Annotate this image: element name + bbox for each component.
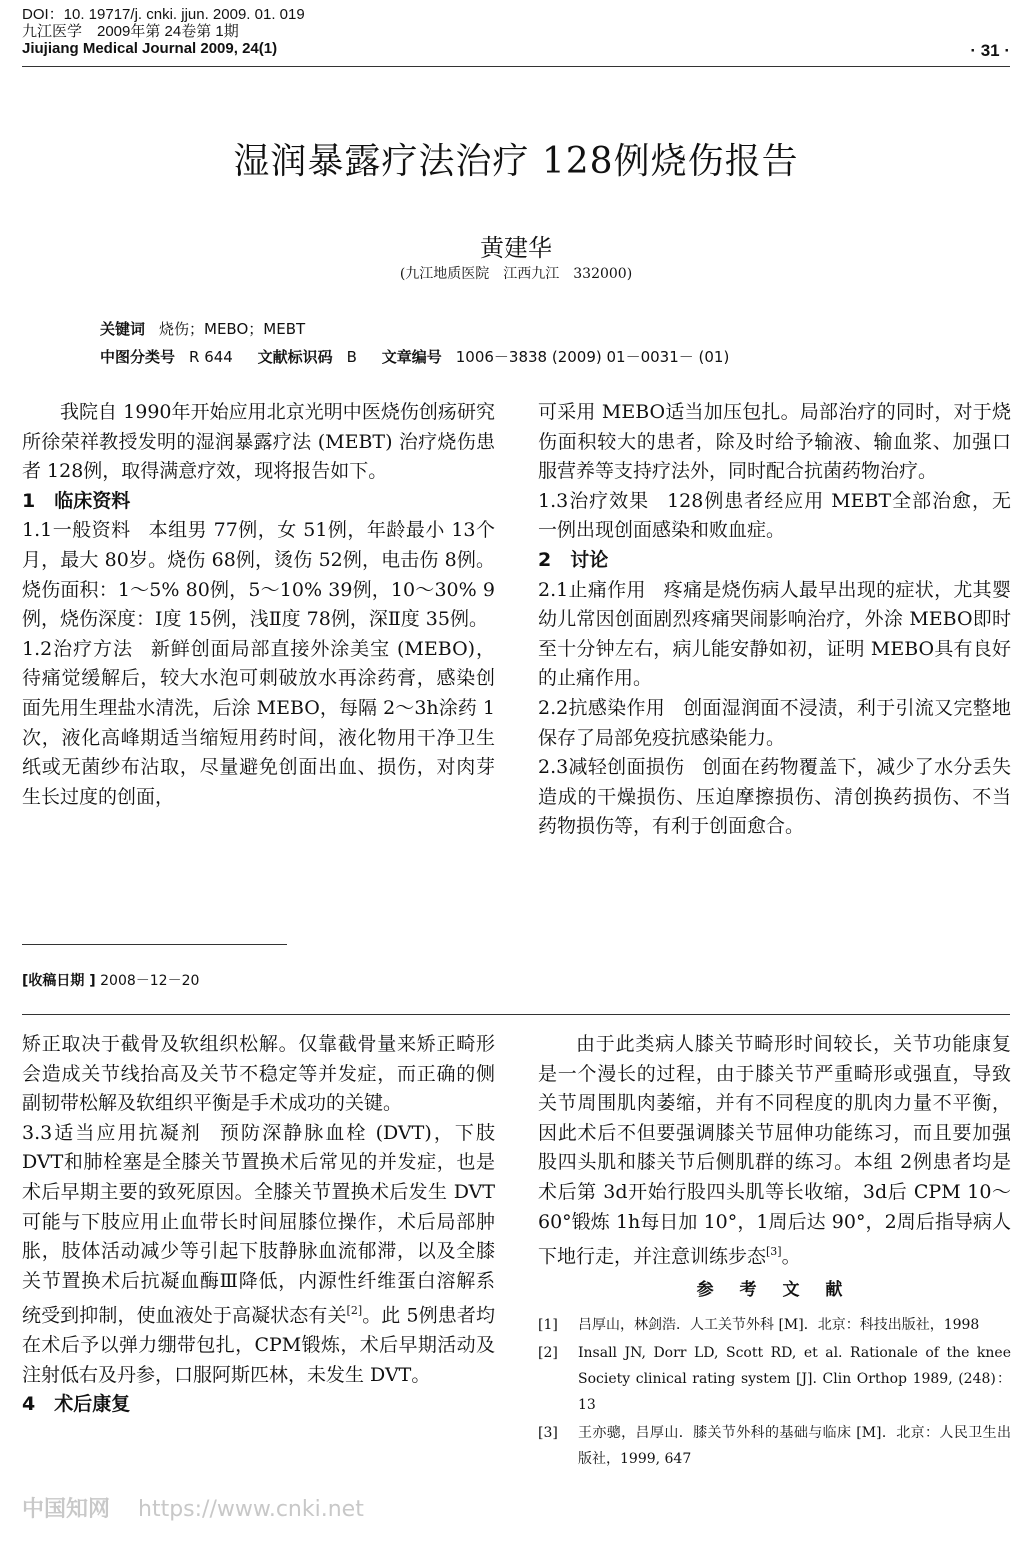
section-2-1 [538,576,1011,694]
reference-text: Insall JN, Dorr LD, Scott RD, et al. Rationale of the knee Society clinical rating system [J]. Clin Orthop 1989, (248)：13 [578,1344,1011,1413]
section-1-2-text: 新鲜创面局部直接外涂美宝 (MEBO)，待痛觉缓解后，较大水泡可刺破放水再涂药膏，感染创面先用生理盐水清洗，后涂 MEBO，每隔 2～3h涂药 1次，液化高峰期适当缩短用药时间，液化物用干净卫生纸或无菌纱布沾取，尽量避免创面出血、损伤，对肉芽生长过度的创面， [22,637,495,808]
section-3-3-text-b: 。此 5例患者均在术后予以弹力绷带包扎，CPM锻炼，术后早期活动及注射低右及丹参，口服阿斯匹林，未发生 DVT。 [22,1304,495,1386]
keywords-label: 关键词 [100,320,146,338]
section-1-2-label: 1.2治疗方法 [22,637,133,660]
journal-en: Jiujiang Medical Journal 2009, 24(1) [22,40,278,57]
article-title: 湿润暴露疗法治疗 128例烧伤报告 [233,141,799,182]
watermark-logo: 中国知网 [22,1497,111,1522]
received-label: [收稿日期 ] [22,973,96,989]
reference-text: 吕厚山，林剑浩．人工关节外科 [M]．北京：科技出版社，1998 [578,1316,980,1333]
citation-3: [3] [766,1245,782,1259]
rehab-paragraph [538,1030,1011,1272]
lower-right-column [538,1030,1011,1474]
section-2-1-text: 疼痛是烧伤病人最早出现的症状，尤其婴幼儿常因创面剧烈疼痛哭闹影响治疗，外涂 MEBO即时至十分钟左右，病儿能安静如初，证明 MEBO具有良好的止痛作用。 [538,578,1011,690]
section-1-1-text: 本组男 77例，女 51例，年龄最小 13个月，最大 80岁。烧伤 68例，烫伤 52例，电击伤 8例。烧伤面积：1～5% 80例，5～10% 39例，10～30% 9例，烧伤深度：Ⅰ度 15例，浅Ⅱ度 78例，深Ⅱ度 35例。 [22,519,495,631]
section-1-1 [22,516,495,634]
section-1-3-text: 128例患者经应用 MEBT全部治愈，无一例出现创面感染和败血症。 [538,489,1012,542]
citation-2: [2] [346,1304,363,1318]
doi: DOI：10. 19717/j. cnki. jjun. 2009. 01. 019 [22,6,305,23]
keywords-line [100,318,305,339]
section-2-3 [538,753,1011,842]
footnote-rule [22,944,287,945]
section-2-2-text: 创面湿润面不浸渍，利于引流又完整地保存了局部免疫抗感染能力。 [538,696,1011,749]
lower-left-column [22,1030,495,1420]
journal-cn: 九江医学 2009年第 24卷第 1期 [22,23,239,40]
rehab-end: 。 [781,1245,801,1268]
received-date [22,970,199,990]
clc: R 644 [189,348,233,366]
section-4-title: 4 术后康复 [22,1393,131,1416]
reference-item [538,1340,1011,1418]
page-number: · 31 · [970,41,1010,60]
section-2-1-label: 2.1止痛作用 [538,578,646,601]
references-list [538,1312,1011,1472]
body-left-column [22,398,495,812]
classification-line [100,346,729,367]
received-value: 2008－12－20 [100,973,200,989]
reference-number: [3] [538,1424,558,1441]
section-2-3-text: 创面在药物覆盖下，减少了水分丢失造成的干燥损伤、压迫摩擦损伤、清创换药损伤、不当药物损伤等，有利于创面愈合。 [538,756,1011,838]
section-3-3-text-a: 预防深静脉血栓 (DVT)，下肢 DVT和肺栓塞是全膝关节置换术后常见的并发症，也是术后早期主要的致死原因。全膝关节置换术后发生 DVT可能与下肢应用止血带长时间屈膝位操作，术后局部肿胀，肢体活动减少等引起下肢静脉血流郁滞，以及全膝关节置换术后抗凝血酶Ⅲ降低，内源性纤维蛋白溶解系统受到抑制，使血液处于高凝状态有关 [22,1121,495,1327]
watermark-url: https://www.cnki.net [138,1497,364,1522]
doc-code: B [346,348,357,366]
section-2-title: 2 讨论 [538,548,609,571]
reference-item [538,1312,1011,1338]
section-1-2 [22,635,495,813]
section-2-2 [538,694,1011,753]
section-divider [22,1014,1010,1015]
article-no-label: 文章编号 [381,348,442,366]
section-3-3-label: 3.3适当应用抗凝剂 [22,1121,202,1144]
article-no: 1006－3838 (2009) 01－0031－ (01) [455,348,730,366]
lower-left-paragraph: 矫正取决于截骨及软组织松解。仅靠截骨量来矫正畸形会造成关节线抬高及关节不稳定等并发症，而正确的侧副韧带松解及软组织平衡是手术成功的关键。 [22,1033,495,1115]
cnki-watermark [22,1492,392,1523]
references-title: 参 考 文 献 [696,1280,853,1301]
section-1-3-label: 1.3治疗效果 [538,489,650,512]
affiliation: (九江地质医院 江西九江 332000) [399,266,633,282]
running-header [22,6,305,57]
intro-paragraph: 我院自 1990年开始应用北京光明中医烧伤创疡研究所徐荣祥教授发明的湿润暴露疗法 (MEBT) 治疗烧伤患者 128例，取得满意疗效，现将报告如下。 [22,401,495,483]
clc-label: 中图分类号 [100,348,176,366]
section-1-3 [538,487,1011,546]
section-1-1-label: 1.1一般资料 [22,519,131,542]
rehab-text: 由于此类病人膝关节畸形时间较长，关节功能康复是一个漫长的过程，由于膝关节严重畸形或强直，导致关节周围肌肉萎缩，并有不同程度的肌肉力量不平衡，因此术后不但要强调膝关节屈伸功能练习，而且要加强股四头肌和膝关节后侧肌群的练习。本组 2例患者均是术后第 3d开始行股四头肌等长收缩，3d后 CPM 10～60°锻炼 1h每日加 10°，1周后达 90°，2周后指导病人下地行走，并注意训练步态 [538,1033,1011,1268]
reference-text: 王亦骢，吕厚山．膝关节外科的基础与临床 [M]．北京：人民卫生出版社，1999, 647 [578,1424,1011,1467]
section-1-title: 1 临床资料 [22,489,131,512]
body-right-column [538,398,1011,842]
section-2-3-label: 2.3减轻创面损伤 [538,756,685,779]
section-2-2-label: 2.2抗感染作用 [538,696,666,719]
keywords: 烧伤；MEBO；MEBT [159,320,306,338]
doc-code-label: 文献标识码 [257,348,333,366]
section-3-3 [22,1119,495,1391]
treatment-continued: 可采用 MEBO适当加压包扎。局部治疗的同时，对于烧伤面积较大的患者，除及时给予输液、输血浆、加强口服营养等支持疗法外，同时配合抗菌药物治疗。 [538,401,1011,483]
header-rule [22,66,1010,67]
author: 黄建华 [480,234,552,262]
reference-number: [1] [538,1316,558,1333]
reference-item [538,1420,1011,1472]
reference-number: [2] [538,1344,558,1361]
